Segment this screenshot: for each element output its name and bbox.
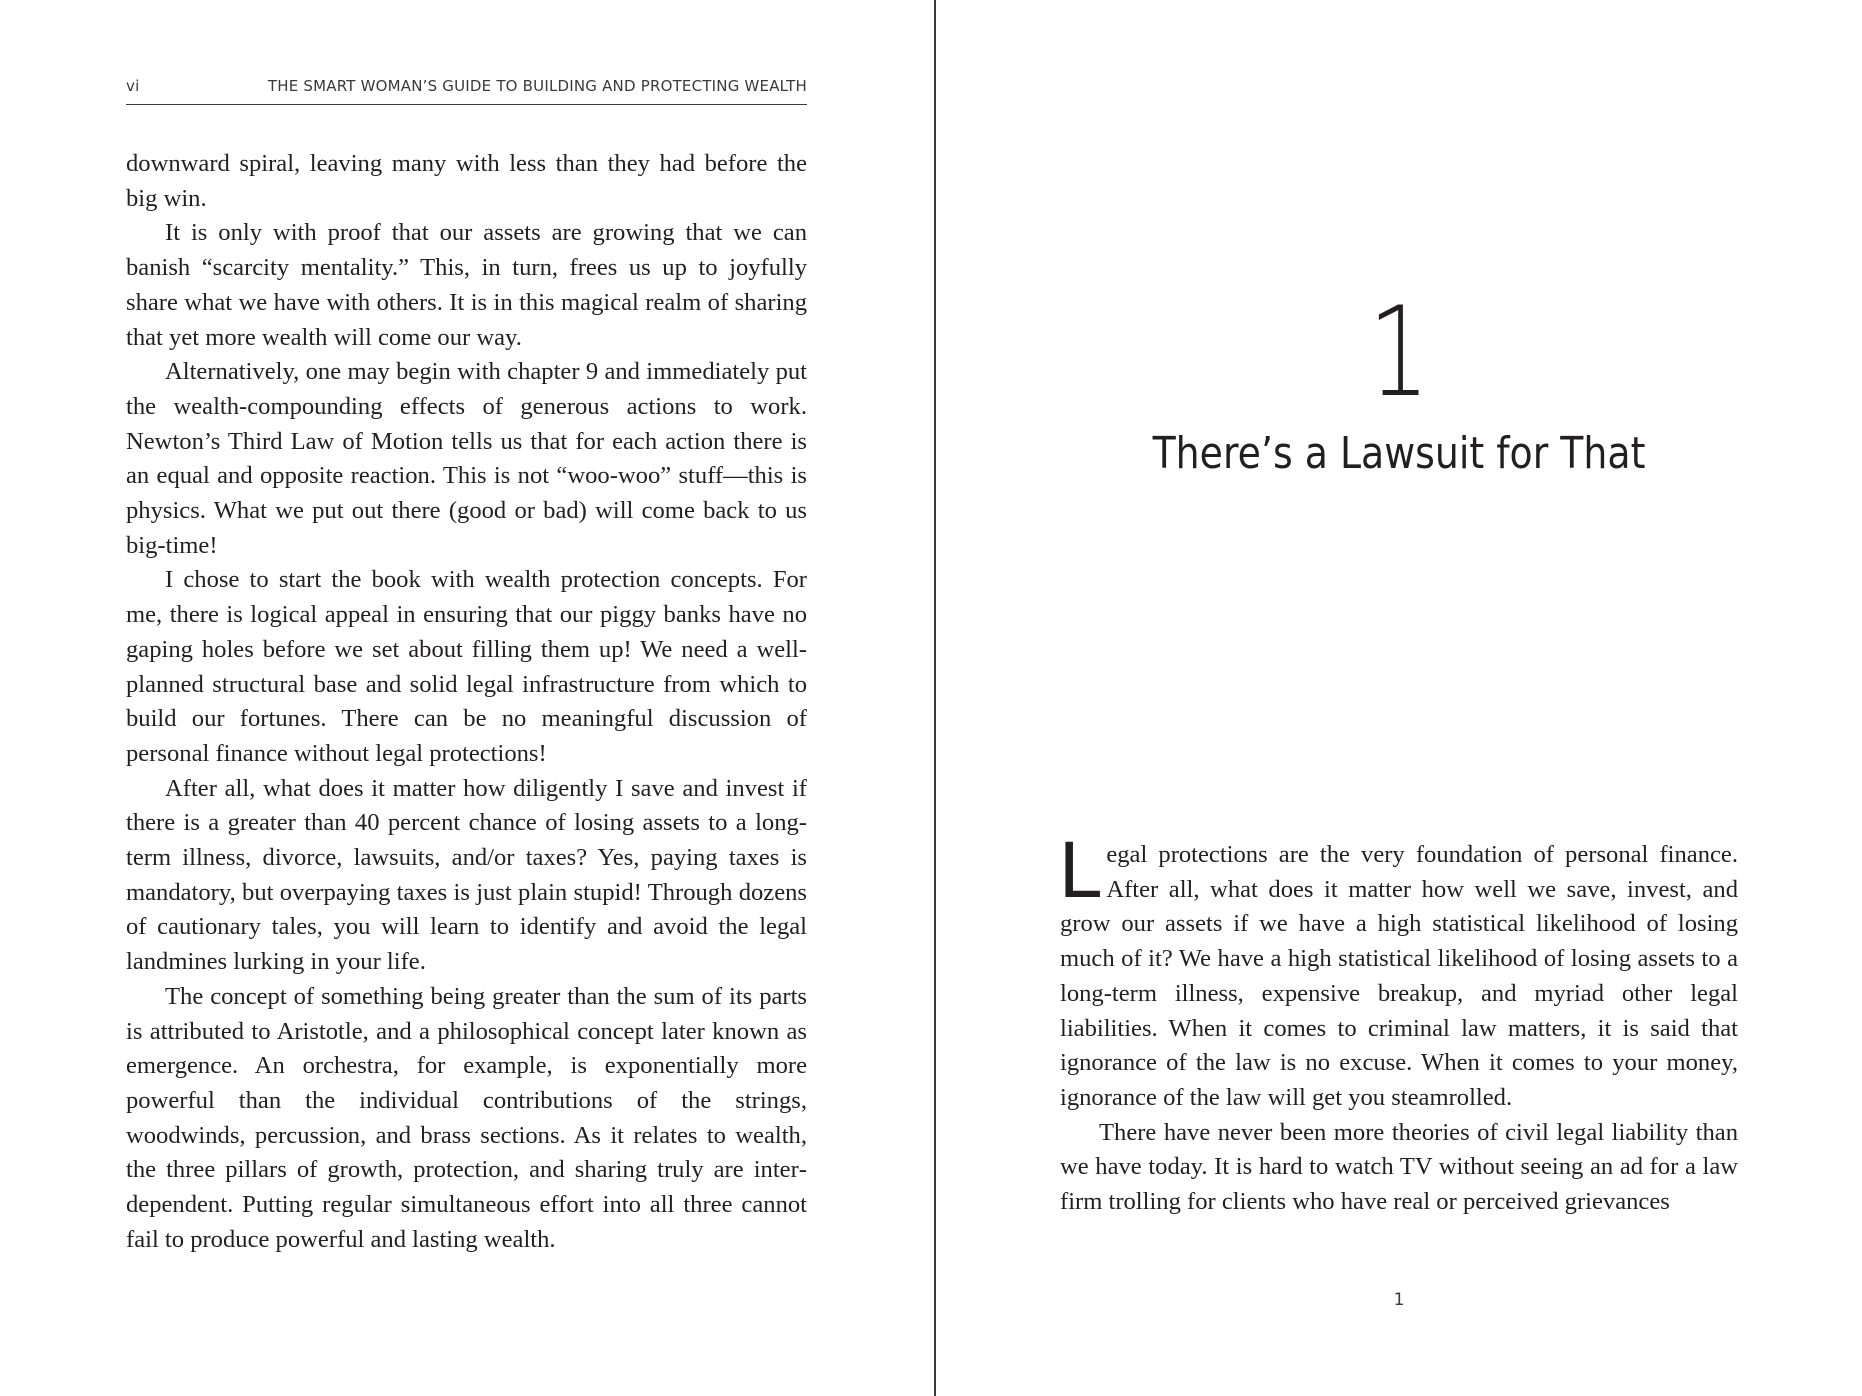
drop-cap: L xyxy=(1058,826,1101,915)
paragraph: After all, what does it matter how diligently I save and invest if there is a greater than 40 percent chance of losing assets to a long-term illness, divorce, lawsuits, and/or taxes? Yes, paying taxes is mandatory, but overpaying taxes is just plain stupid! Through dozens of cautionary tales, you will learn to identify and avoid the legal landmines lurking in your life. xyxy=(126,774,807,976)
paragraph: The concept of something being greater than the sum of its parts is attributed to Aristotle, and a philosophical concept later known as emergence. An orchestra, for example, is exponentially more powerful than the individual contributions of the strings, woodwinds, percussion, and brass sections. As it relates to wealth, the three pillars of growth, protection, and sharing truly are interdependent. Putting regular simultaneous effort into all three cannot fail to produce powerful and lasting wealth. xyxy=(126,982,807,1253)
paragraph: I chose to start the book with wealth protection concepts. For me, there is logical appeal in ensuring that our piggy banks have no gaping holes before we set about filling them up! We need a well-planned structural base and solid legal infrastructure from which to build our fortunes. There can be no meaningful discussion of personal finance without legal protections! xyxy=(126,566,807,767)
folio: vi xyxy=(126,77,140,95)
left-page xyxy=(126,0,807,1396)
running-head-title: THE SMART WOMAN’S GUIDE TO BUILDING AND PROTECTING WEALTH xyxy=(267,77,807,95)
page-gutter-divider xyxy=(934,0,936,1396)
paragraph: It is only with proof that our assets are growing that we can banish “scarcity mentality.” This, in turn, frees us up to joyfully share what we have with others. It is in this magical realm of sharing that yet more wealth will come our way. xyxy=(126,219,807,351)
opening-paragraph-text: egal protections are the very foundation of personal finance. After all, what does it matter how well we save, invest, and grow our assets if we have a high statistical likelihood of losing much of it? We have a high statistical likelihood of losing assets to a long-term illness, expensive breakup, and myriad other legal liabilities. When it comes to criminal law matters, it is said that ignorance of the law is no excuse. When it comes to your money, ignorance of the law will get you steamrolled. xyxy=(1060,841,1738,1111)
chapter-number: 1 xyxy=(1368,281,1430,425)
right-page xyxy=(1060,0,1738,1396)
paragraph: There have never been more theories of civil legal liability than we have today. It is hard to watch TV without seeing an ad for a law firm trolling for clients who have real or perceived grievances xyxy=(1060,1118,1738,1216)
left-body-text xyxy=(126,147,807,1258)
paragraph: Alternatively, one may begin with chapter 9 and immediately put the wealth-compounding effects of generous actions to work. Newton’s Third Law of Motion tells us that for each action there is an equal and opposite reaction. This is not “woo-woo” stuff—this is physics. What we put out there (good or bad) will come back to us big-time! xyxy=(126,358,807,559)
opening-paragraph xyxy=(1058,826,1738,1116)
page-number: 1 xyxy=(1393,1290,1405,1310)
paragraph: downward spiral, leaving many with less than they had before the big win. xyxy=(126,150,807,212)
running-head xyxy=(126,74,807,105)
chapter-body-text xyxy=(1058,826,1738,1220)
chapter-title: There’s a Lawsuit for That xyxy=(1152,428,1646,479)
